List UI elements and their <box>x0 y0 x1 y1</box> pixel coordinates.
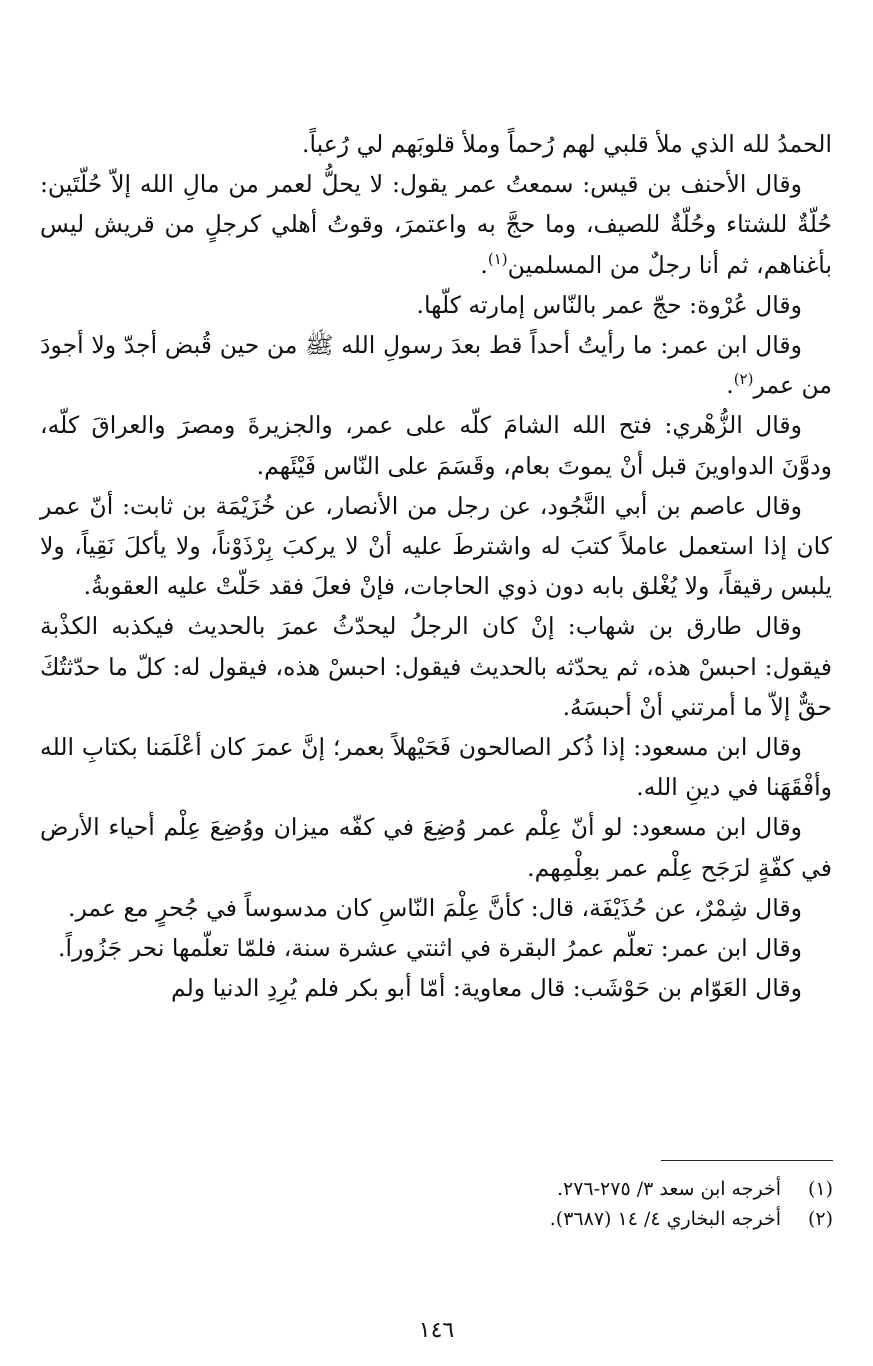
footnote-text: أخرجه ابن سعد ٣/ ٢٧٥-٢٧٦. <box>556 1178 781 1200</box>
footnote-divider <box>661 1160 833 1161</box>
paragraph-1: الحمدُ لله الذي ملأ قلبي لهم رُحماً وملأ قلوبَهم لي رُعباً. <box>302 130 832 158</box>
paragraph-8: وقال ابن مسعود: إذا ذُكر الصالحون فَحَيْهلاً بعمر؛ إنَّ عمرَ كان أعْلَمَنا بكتابِ الله وأفْقَهَنا في دينِ الله. <box>40 733 832 802</box>
paragraph-4: وقال ابن عمر: ما رأيتُ أحداً قط بعدَ رسولِ الله ﷺ من حين قُبض أجدّ ولا أجودَ من عمر$^{(٢)}$. <box>40 331 832 400</box>
footnote-ref-2: (٢) <box>733 370 754 389</box>
page-number: ١٤٦ <box>418 1318 455 1343</box>
footnote-2 <box>273 1204 833 1234</box>
paragraph-10: وقال شِمْرٌ، عن حُذَيْفَة، قال: كأنَّ عِلْمَ النّاسِ كان مدسوساً في جُحرٍ مع عمر. <box>67 893 802 922</box>
paragraph-11: وقال ابن عمر: تعلّم عمرُ البقرة في اثنتي عشرة سنة، فلمّا تعلّمها نحر جَزُوراً. <box>58 934 802 963</box>
footnote-number: (٢) <box>807 1208 833 1230</box>
footnote-1 <box>273 1174 833 1204</box>
body-text <box>40 124 832 1008</box>
paragraph-6: وقال عاصم بن أبي النَّجُود، عن رجل من الأنصار، عن خُزَيْمَة بن ثابت: أنّ عمر كان إذا استعمل عاملاً كتبَ له واشترطَ عليه أنْ لا يركبَ بِرْذَوْناً، ولا يأكلَ نَقِياً، ولا يلبس رقيقاً، ولا يُغْلق بابه دون ذوي الحاجات، فإنْ فعلَ فقد حَلّتْ عليه العقوبةُ. <box>40 491 832 601</box>
footnote-text: أخرجه البخاري ٤/ ١٤ (٣٦٨٧). <box>549 1208 781 1230</box>
paragraph-2: وقال الأحنف بن قيس: سمعتُ عمر يقول: لا يحلُّ لعمر من مالِ الله إلاّ حُلّتَين: حُلّةٌ للشتاء وحُلّةٌ للصيف، وما حجَّ به واعتمرَ، وقوتُ أهلي كرجلٍ من قريش ليس بأغناهم، ثم أنا رجلٌ من المسلمين$^{(١)}$. <box>40 170 832 279</box>
paragraph-5: وقال الزُّهْري: فتح الله الشامَ كلّه على عمر، والجزيرةَ ومصرَ والعراقَ كلّه، ودوَّنَ الدواوينَ قبل أنْ يموتَ بعام، وقَسَمَ على النّاس فَيْئَهم. <box>40 411 832 480</box>
footnote-number: (١) <box>807 1178 833 1200</box>
paragraph-12: وقال العَوّام بن حَوْشَب: قال معاوية: أمّا أبو بكر فلم يُرِدِ الدنيا ولم <box>170 974 802 1003</box>
paragraph-7: وقال طارق بن شهاب: إنْ كان الرجلُ ليحدّثُ عمرَ بالحديث فيكذبه الكذْبة فيقول: احبسْ هذه، ثم يحدّثه بالحديث فيقول: احبسْ هذه، فيقول له: كلّ ما حدّثتُكَ حقٌّ إلاّ ما أمرتني أنْ أحبسَهُ. <box>40 612 832 721</box>
footnotes <box>273 1174 833 1234</box>
paragraph-3: وقال عُرْوة: حجّ عمر بالنّاس إمارته كلّها. <box>416 290 802 319</box>
footnote-ref-1: (١) <box>487 249 508 268</box>
paragraph-9: وقال ابن مسعود: لو أنّ عِلْم عمر وُضِعَ في كفّه ميزان ووُضِعَ عِلْم أحياء الأرض في كفّةٍ لرَجَح عِلْم عمر بعِلْمِهم. <box>40 813 832 882</box>
